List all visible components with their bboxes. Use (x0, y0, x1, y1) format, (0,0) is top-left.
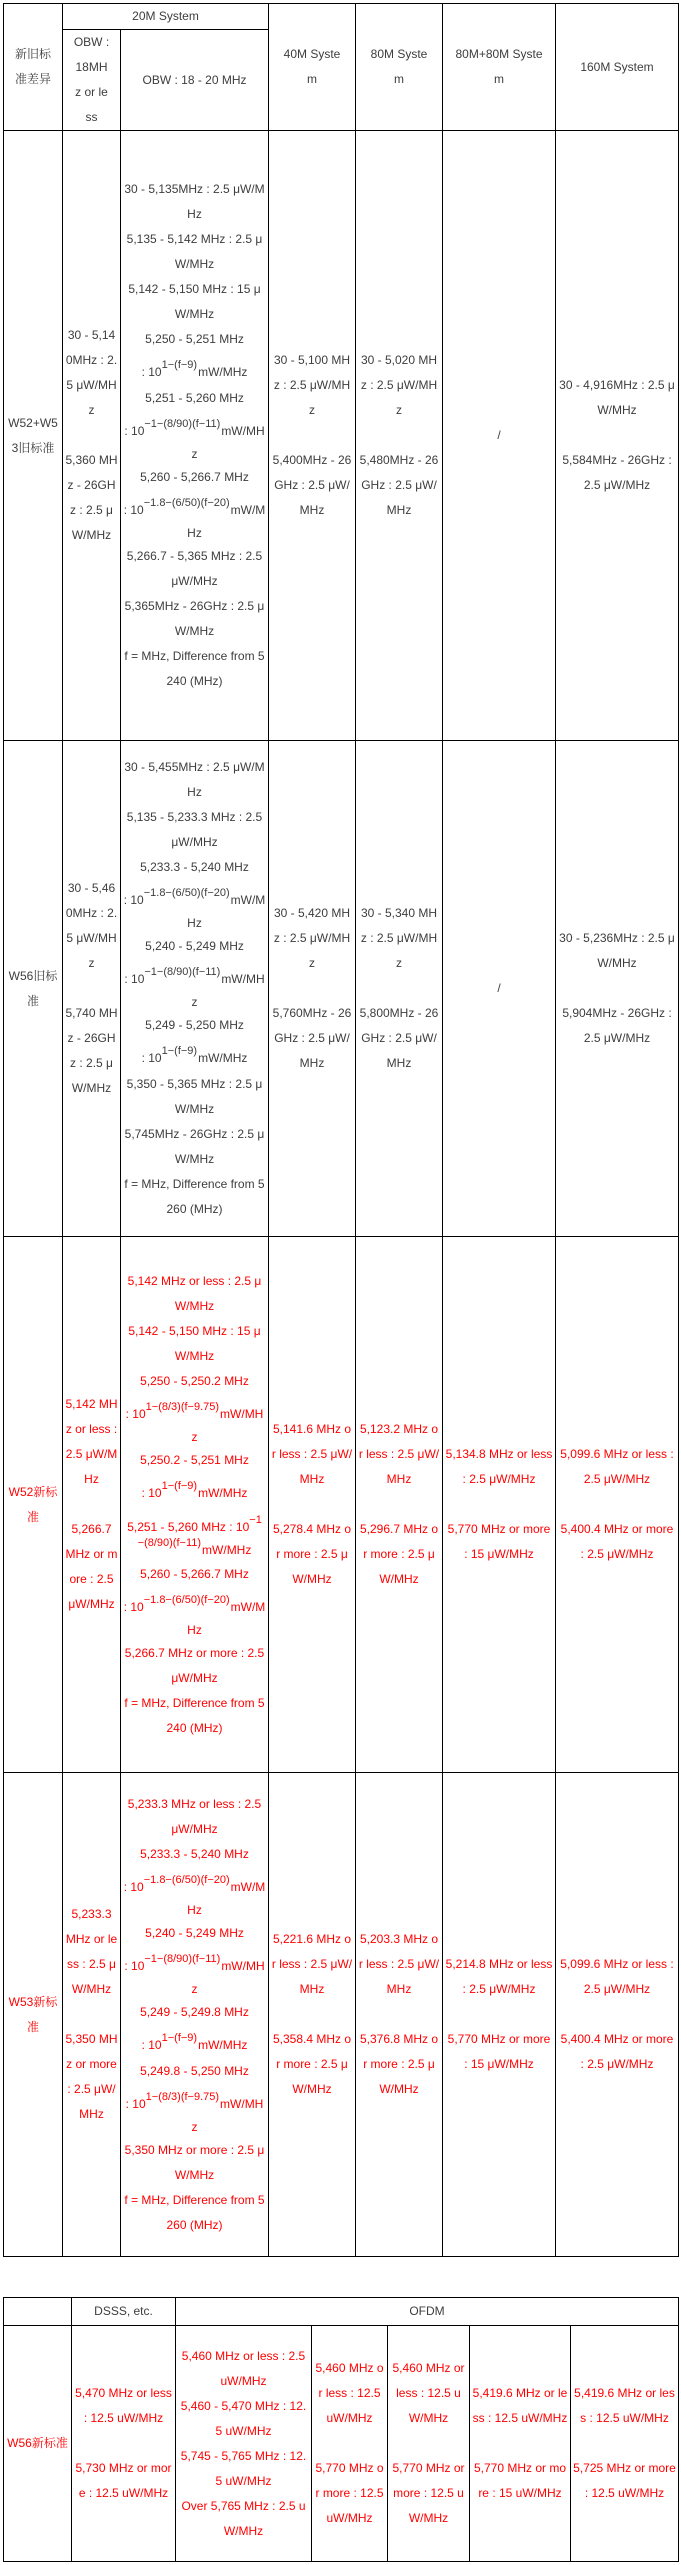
cell-W56旧标准-m8080: / (443, 741, 556, 1237)
table-row-W52+W53旧标准 (4, 131, 679, 741)
cell-W53新标准-m40: 5,221.6 MHz or less : 2.5 μW/MHz 5,358.4 MHz or more : 2.5 μW/MHz (269, 1773, 356, 2257)
header-40m-system: 40M System (269, 4, 356, 131)
table-row-W56旧标准 (4, 741, 679, 1237)
row-label: W53新标准 (4, 1773, 63, 2257)
cell-W52+W53旧标准-obw_le18: 30 - 5,140MHz : 2.5 μW/MHz 5,360 MHz - 26GHz : 2.5 μW/MHz (63, 131, 121, 741)
header-standard-diff: 新旧标准差异 (4, 4, 63, 131)
cell-W53新标准-m80: 5,203.3 MHz or less : 2.5 μW/MHz 5,376.8 MHz or more : 2.5 μW/MHz (356, 1773, 443, 2257)
cell-W53新标准-m8080: 5,214.8 MHz or less : 2.5 μW/MHz 5,770 MHz or more : 15 μW/MHz (443, 1773, 556, 2257)
cell-W56旧标准-obw_le18: 30 - 5,460MHz : 2.5 μW/MHz 5,740 MHz - 26GHz : 2.5 μW/MHz (63, 741, 121, 1237)
table2-body (4, 2326, 679, 2562)
header-160m-system: 160M System (556, 4, 679, 131)
cell-W52+W53旧标准-m40: 30 - 5,100 MHz : 2.5 μW/MHz 5,400MHz - 26GHz : 2.5 μW/MHz (269, 131, 356, 741)
cell-W52+W53旧标准-m80: 30 - 5,020 MHz : 2.5 μW/MHz 5,480MHz - 26GHz : 2.5 μW/MHz (356, 131, 443, 741)
cell-W56新标准-ofdm_40m: 5,460 MHz or less : 12.5 uW/MHz 5,770 MHz or more : 12.5 uW/MHz (312, 2326, 388, 2562)
cell-W52新标准-m8080: 5,134.8 MHz or less : 2.5 μW/MHz 5,770 MHz or more : 15 μW/MHz (443, 1237, 556, 1773)
cell-W56旧标准-m160: 30 - 5,236MHz : 2.5 μW/MHz 5,904MHz - 26GHz : 2.5 μW/MHz (556, 741, 679, 1237)
cell-W56新标准-ofdm_8080m: 5,419.6 MHz or less : 12.5 uW/MHz 5,770 MHz or more : 15 uW/MHz (470, 2326, 571, 2562)
cell-W53新标准-obw_18_20: 5,233.3 MHz or less : 2.5 μW/MHz 5,233.3 - 5,240 MHz : 10−1.8−(6/50)(f−20)mW/MHz 5,240 - 5,249 MHz : 10−1−(8/90)(f−11)mW/MHz 5,249 - 5,249.8 MHz : 101−(f−9)mW/MHz 5,249.8 - 5,250 MHz : 101−(8/3)(f−9.75)mW/MHz 5,350 MHz or more : 2.5 μW/MHz f = MHz, Difference from 5260 (MHz) (121, 1773, 269, 2257)
header-dsss: DSSS, etc. (72, 2298, 176, 2326)
table-row-W52新标准 (4, 1237, 679, 1773)
row-label: W52新标准 (4, 1237, 63, 1773)
header-ofdm: OFDM (176, 2298, 679, 2326)
cell-W56旧标准-obw_18_20: 30 - 5,455MHz : 2.5 μW/MHz 5,135 - 5,233.3 MHz : 2.5 μW/MHz 5,233.3 - 5,240 MHz : 10−1.8−(6/50)(f−20)mW/MHz 5,240 - 5,249 MHz : 10−1−(8/90)(f−11)mW/MHz 5,249 - 5,250 MHz : 101−(f−9)mW/MHz 5,350 - 5,365 MHz : 2.5 μW/MHz 5,745MHz - 26GHz : 2.5 μW/MHz f = MHz, Difference from 5260 (MHz) (121, 741, 269, 1237)
cell-W52新标准-m160: 5,099.6 MHz or less : 2.5 μW/MHz 5,400.4 MHz or more : 2.5 μW/MHz (556, 1237, 679, 1773)
header-80m80m-system: 80M+80M System (443, 4, 556, 131)
cell-W52新标准-obw_le18: 5,142 MHz or less : 2.5 μW/MHz 5,266.7 MHz or more : 2.5 μW/MHz (63, 1237, 121, 1773)
header-20m-system: 20M System (63, 4, 269, 30)
header-empty-cell (4, 2298, 72, 2326)
cell-W56新标准-ofdm_80m: 5,460 MHz or less : 12.5 uW/MHz 5,770 MHz or more : 12.5 uW/MHz (388, 2326, 470, 2562)
cell-W52新标准-m80: 5,123.2 MHz or less : 2.5 μW/MHz 5,296.7 MHz or more : 2.5 μW/MHz (356, 1237, 443, 1773)
cell-W56旧标准-m80: 30 - 5,340 MHz : 2.5 μW/MHz 5,800MHz - 26GHz : 2.5 μW/MHz (356, 741, 443, 1237)
table-row-W56新标准 (4, 2326, 679, 2562)
w56-new-standard-table (3, 2297, 679, 2562)
cell-W53新标准-obw_le18: 5,233.3 MHz or less : 2.5 μW/MHz 5,350 MHz or more : 2.5 μW/MHz (63, 1773, 121, 2257)
cell-W53新标准-m160: 5,099.6 MHz or less : 2.5 μW/MHz 5,400.4 MHz or more : 2.5 μW/MHz (556, 1773, 679, 2257)
table1-body (4, 131, 679, 2257)
row-label: W56新标准 (4, 2326, 72, 2562)
cell-W52+W53旧标准-m160: 30 - 4,916MHz : 2.5 μW/MHz 5,584MHz - 26GHz : 2.5 μW/MHz (556, 131, 679, 741)
table1-header (4, 4, 679, 131)
table2-header (4, 2298, 679, 2326)
cell-W52+W53旧标准-obw_18_20: 30 - 5,135MHz : 2.5 μW/MHz 5,135 - 5,142 MHz : 2.5 μW/MHz 5,142 - 5,150 MHz : 15 μW/MHz 5,250 - 5,251 MHz : 101−(f−9)mW/MHz 5,251 - 5,260 MHz : 10−1−(8/90)(f−11)mW/MHz 5,260 - 5,266.7 MHz : 10−1.8−(6/50)(f−20)mW/MHz 5,266.7 - 5,365 MHz : 2.5 μW/MHz 5,365MHz - 26GHz : 2.5 μW/MHz f = MHz, Difference from 5240 (MHz) (121, 131, 269, 741)
cell-W52新标准-m40: 5,141.6 MHz or less : 2.5 μW/MHz 5,278.4 MHz or more : 2.5 μW/MHz (269, 1237, 356, 1773)
cell-W56新标准-ofdm_20m: 5,460 MHz or less : 2.5 uW/MHz 5,460 - 5,470 MHz : 12.5 uW/MHz 5,745 - 5,765 MHz : 12.5 uW/MHz Over 5,765 MHz : 2.5 uW/MHz (176, 2326, 312, 2562)
cell-W52+W53旧标准-m8080: / (443, 131, 556, 741)
row-label: W52+W53旧标准 (4, 131, 63, 741)
row-label: W56旧标准 (4, 741, 63, 1237)
cell-W56新标准-ofdm_160m: 5,419.6 MHz or less : 12.5 uW/MHz 5,725 MHz or more : 12.5 uW/MHz (571, 2326, 679, 2562)
table-row-W53新标准 (4, 1773, 679, 2257)
header-80m-system: 80M System (356, 4, 443, 131)
cell-W56新标准-dsss: 5,470 MHz or less : 12.5 uW/MHz 5,730 MHz or more : 12.5 uW/MHz (72, 2326, 176, 2562)
header-obw-18mhz-or-less: OBW : 18MHz or less (63, 30, 121, 131)
cell-W56旧标准-m40: 30 - 5,420 MHz : 2.5 μW/MHz 5,760MHz - 26GHz : 2.5 μW/MHz (269, 741, 356, 1237)
header-obw-18-20mhz: OBW : 18 - 20 MHz (121, 30, 269, 131)
cell-W52新标准-obw_18_20: 5,142 MHz or less : 2.5 μW/MHz 5,142 - 5,150 MHz : 15 μW/MHz 5,250 - 5,250.2 MHz : 101−(8/3)(f−9.75)mW/MHz 5,250.2 - 5,251 MHz : 101−(f−9)mW/MHz 5,251 - 5,260 MHz : 10−1−(8/90)(f−11)mW/MHz 5,260 - 5,266.7 MHz : 10−1.8−(6/50)(f−20)mW/MHz 5,266.7 MHz or more : 2.5 μW/MHz f = MHz, Difference from 5240 (MHz) (121, 1237, 269, 1773)
standards-comparison-table (3, 3, 679, 2257)
